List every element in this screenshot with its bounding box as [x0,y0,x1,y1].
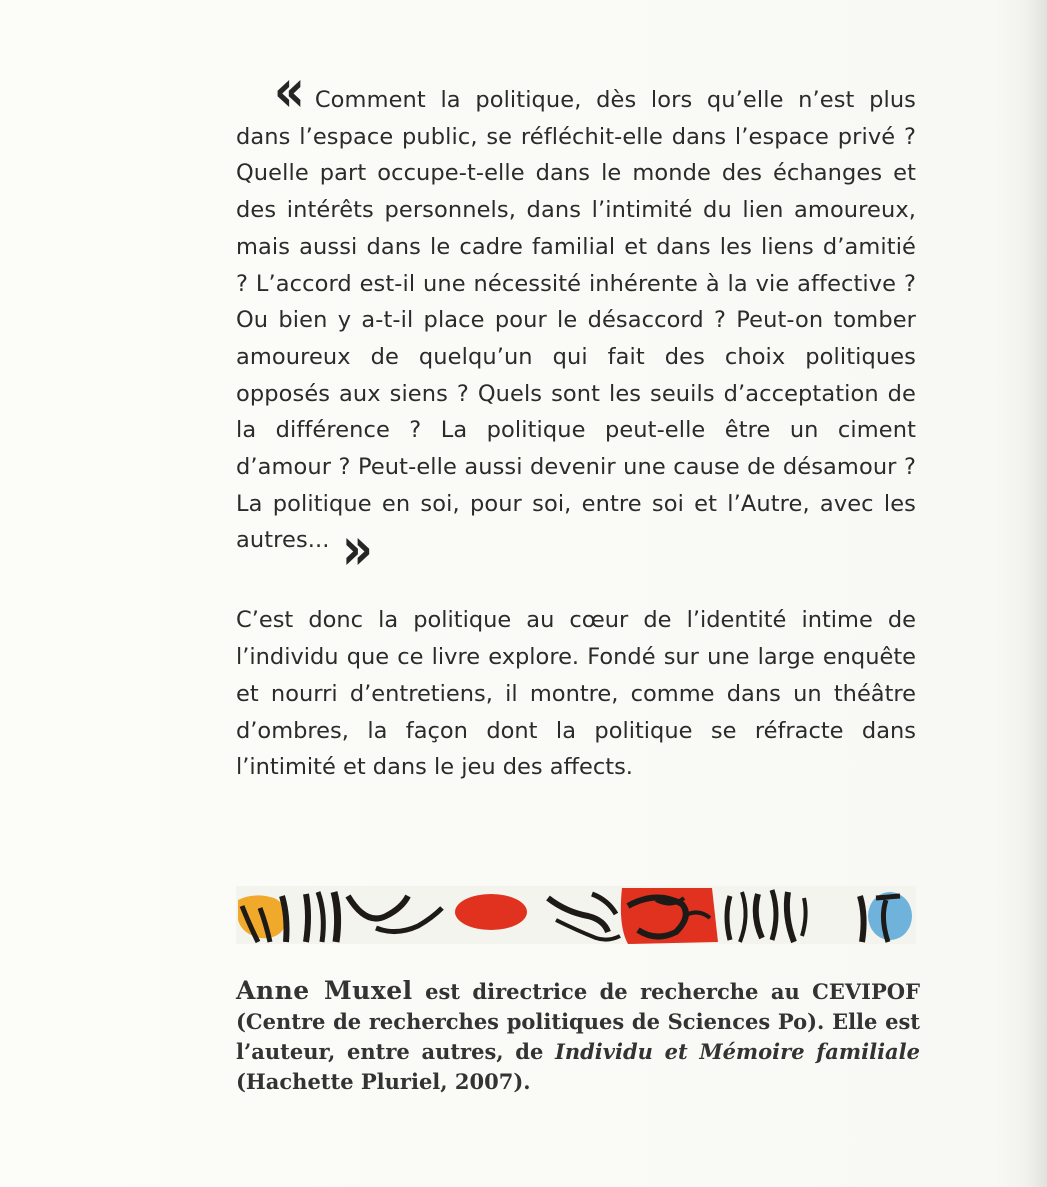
text-column [236,56,916,808]
decorative-art-strip [236,886,916,944]
page-edge-shadow [1025,0,1047,1187]
quote-text: Comment la politique, dès lors qu’elle n’est plus dans l’espace public, se réfléchit-elle dans l’espace privé ? Quelle part occupe-t-elle dans le monde des échanges et des intérêts personnels, dans l’intimité du lien amoureux, mais aussi dans le cadre familial et dans les liens d’amitié ? L’accord est-il une nécessité inhérente à la vie affective ? Ou bien y a-t-il place pour le désaccord ? Peut-on tomber amoureux de quelqu’un qui fait des choix politiques opposés aux siens ? Quels sont les seuils d’acceptation de la différence ? La politique peut-elle être un ciment d’amour ? Peut-elle aussi devenir une cause de désamour ? La politique en soi, pour soi, entre soi et l’Autre, avec les autres... [236,87,916,554]
ink-stroke [334,892,338,942]
quote-paragraph [236,56,916,585]
book-title: Individu et Mémoire familiale [555,1039,920,1064]
author-bio [236,976,920,1097]
ink-stroke [306,894,308,942]
open-quote-mark: « [273,56,305,126]
close-quote-mark: » [341,514,373,585]
bio-text-1: est directrice de recherche au CEVIPOF (Centre de recherches politiques de Sciences Po). Elle est l’auteur, entre autres, de [236,979,920,1064]
ink-stroke [876,896,900,898]
book-description: C’est donc la politique au cœur de l’identité intime de l’individu que ce livre explore. Fondé sur une large enquête et nourri d’entretiens, il montre, comme dans un théâtre d’ombres, la façon dont la politique se réfracte dans l’intimité et dans le jeu des affects. [236,607,916,781]
red-ellipse [455,894,527,930]
author-name: Anne Muxel [236,976,413,1005]
bio-text-2: (Hachette Pluriel, 2007). [236,1069,531,1094]
